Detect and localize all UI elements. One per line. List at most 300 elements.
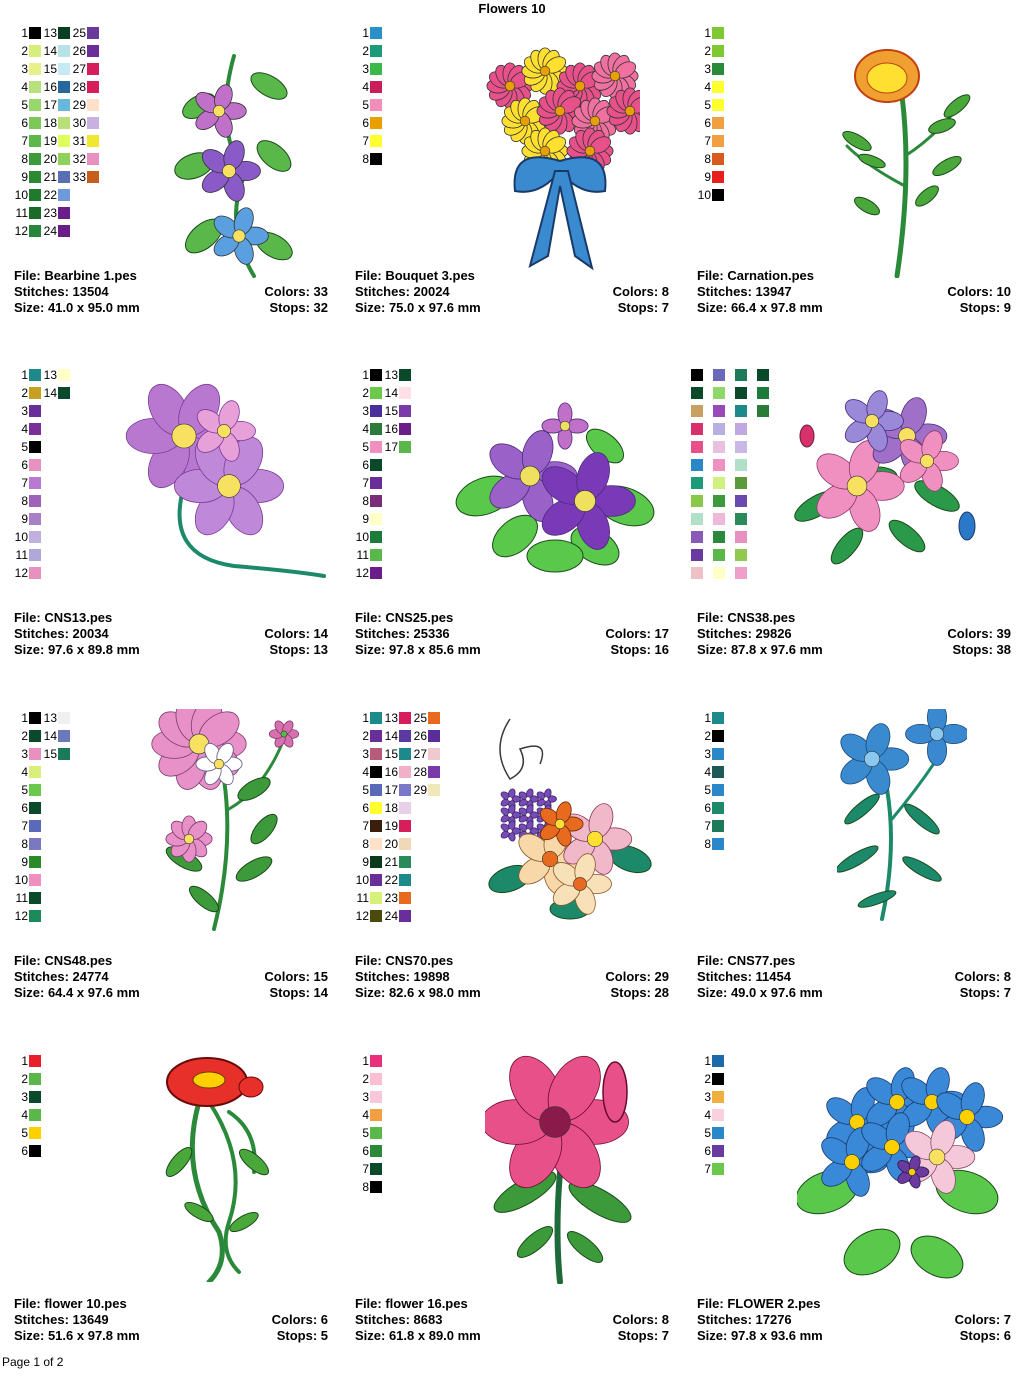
swatch-number: 21 <box>43 170 57 184</box>
color-swatch-row <box>691 402 703 420</box>
color-swatch <box>29 225 41 237</box>
color-swatch-row <box>691 456 703 474</box>
color-swatch <box>29 153 41 165</box>
color-swatch <box>29 189 41 201</box>
swatch-number: 3 <box>21 1090 28 1104</box>
color-swatch-row <box>43 150 70 168</box>
color-swatch <box>691 423 703 435</box>
swatch-number: 3 <box>704 1090 711 1104</box>
embroidery-preview <box>485 1052 650 1284</box>
swatch-number: 12 <box>355 909 369 923</box>
color-swatch-row <box>355 853 382 871</box>
color-swatch-row <box>72 132 99 150</box>
swatch-number: 5 <box>362 1126 369 1140</box>
swatch-number: 28 <box>72 80 86 94</box>
color-swatch-row <box>355 438 382 456</box>
color-swatch <box>713 567 725 579</box>
color-swatch <box>370 135 382 147</box>
stop-count: Stops: 7 <box>617 1328 669 1343</box>
color-swatch-row <box>697 1124 724 1142</box>
color-swatch-row <box>43 168 70 186</box>
leaf-shape <box>836 1220 908 1285</box>
color-swatch <box>370 45 382 57</box>
color-swatch <box>29 892 41 904</box>
color-swatch-row <box>14 763 41 781</box>
color-swatch-row <box>697 1088 724 1106</box>
swatch-number: 4 <box>21 422 28 436</box>
color-swatch-row <box>14 42 41 60</box>
color-swatch <box>399 712 411 724</box>
info-row <box>14 985 328 1001</box>
swatch-number: 15 <box>43 747 57 761</box>
design-info <box>697 953 1011 1001</box>
color-swatch-row <box>14 366 41 384</box>
swatch-number: 12 <box>355 566 369 580</box>
color-swatch <box>399 405 411 417</box>
palette-column <box>43 709 70 763</box>
info-row <box>697 642 1011 658</box>
color-swatch-row <box>697 168 724 186</box>
color-swatch <box>370 81 382 93</box>
swatch-number: 25 <box>413 711 427 725</box>
color-swatch <box>58 153 70 165</box>
color-swatch <box>370 730 382 742</box>
color-swatch-row <box>355 456 382 474</box>
color-swatch-row <box>697 745 724 763</box>
swatch-number: 2 <box>362 1072 369 1086</box>
color-swatch-row <box>14 835 41 853</box>
info-row <box>697 610 1011 626</box>
design-card <box>14 709 344 1047</box>
color-swatch-row <box>697 24 724 42</box>
color-swatch-row <box>355 1070 382 1088</box>
swatch-number: 32 <box>72 152 86 166</box>
design-card <box>355 366 685 704</box>
color-swatch <box>691 405 703 417</box>
color-swatch-row <box>384 781 411 799</box>
swatch-number: 9 <box>362 855 369 869</box>
swatch-number: 14 <box>43 729 57 743</box>
swatch-number: 6 <box>21 116 28 130</box>
color-swatch <box>735 423 747 435</box>
file-name: File: flower 16.pes <box>355 1296 468 1311</box>
color-swatch-row <box>43 42 70 60</box>
swatch-number: 29 <box>72 98 86 112</box>
color-swatch <box>712 153 724 165</box>
swatch-number: 16 <box>384 765 398 779</box>
info-row <box>355 1312 669 1328</box>
swatch-number: 11 <box>356 891 369 905</box>
swatch-number: 13 <box>384 368 398 382</box>
stitch-count: Stitches: 24774 <box>14 969 109 984</box>
swatch-number: 4 <box>21 765 28 779</box>
swatch-number: 3 <box>704 62 711 76</box>
color-swatch <box>87 99 99 111</box>
color-swatch-row <box>43 366 70 384</box>
color-swatch <box>712 730 724 742</box>
stop-count: Stops: 9 <box>959 300 1011 315</box>
stop-count: Stops: 16 <box>610 642 669 657</box>
swatch-number: 6 <box>362 801 369 815</box>
palette-column <box>735 366 747 582</box>
color-swatch <box>712 189 724 201</box>
bellflower-blossom <box>906 709 968 766</box>
color-swatch-row <box>14 546 41 564</box>
embroidery-preview <box>455 386 670 596</box>
swatch-number: 4 <box>362 80 369 94</box>
palette-column <box>14 366 41 582</box>
leaf-shape <box>840 128 874 154</box>
color-swatch-row <box>697 1160 724 1178</box>
color-swatch <box>712 1145 724 1157</box>
design-size: Size: 51.6 x 97.8 mm <box>14 1328 140 1343</box>
color-swatch <box>712 81 724 93</box>
leaf-shape <box>234 773 273 805</box>
color-swatch-row <box>713 492 725 510</box>
swatch-number: 4 <box>21 80 28 94</box>
color-swatch <box>58 171 70 183</box>
design-size: Size: 41.0 x 95.0 mm <box>14 300 140 315</box>
color-swatch <box>58 189 70 201</box>
color-swatch-row <box>697 96 724 114</box>
swatch-number: 7 <box>362 134 369 148</box>
info-row <box>355 642 669 658</box>
color-swatch-row <box>355 564 382 582</box>
color-swatch-row <box>355 132 382 150</box>
embroidery-preview <box>144 709 299 939</box>
swatch-number: 1 <box>362 1054 369 1068</box>
color-swatch <box>58 117 70 129</box>
design-size: Size: 49.0 x 97.6 mm <box>697 985 823 1000</box>
swatch-number: 17 <box>43 98 57 112</box>
design-info <box>697 1296 1011 1344</box>
design-info <box>355 268 669 316</box>
color-swatch-row <box>757 384 769 402</box>
color-swatch-row <box>355 1160 382 1178</box>
palette-column <box>697 24 724 204</box>
file-name: File: flower 10.pes <box>14 1296 127 1311</box>
color-swatch-row <box>355 528 382 546</box>
swatch-number: 1 <box>704 711 711 725</box>
color-count: Colors: 8 <box>954 969 1011 984</box>
swatch-number: 5 <box>362 98 369 112</box>
design-size: Size: 64.4 x 97.6 mm <box>14 985 140 1000</box>
palette-column <box>413 709 440 799</box>
color-swatch <box>370 441 382 453</box>
embroidery-preview <box>174 46 294 278</box>
color-swatch <box>712 1163 724 1175</box>
leaf-shape <box>186 882 223 916</box>
swatch-number: 6 <box>362 116 369 130</box>
swatch-number: 7 <box>21 476 28 490</box>
color-swatch-row <box>697 835 724 853</box>
color-swatch <box>370 369 382 381</box>
swatch-number: 7 <box>362 819 369 833</box>
color-swatch <box>370 1091 382 1103</box>
color-count: Colors: 14 <box>264 626 328 641</box>
color-swatch <box>29 567 41 579</box>
color-swatch-row <box>355 871 382 889</box>
color-swatch <box>370 153 382 165</box>
color-swatch-row <box>757 402 769 420</box>
color-swatch-row <box>713 384 725 402</box>
swatch-number: 8 <box>21 837 28 851</box>
color-swatch-row <box>697 763 724 781</box>
swatch-number: 1 <box>362 368 369 382</box>
swatch-number: 22 <box>384 873 398 887</box>
palette-column <box>355 709 382 925</box>
color-swatch <box>370 856 382 868</box>
palette-column <box>355 366 382 582</box>
color-swatch <box>370 838 382 850</box>
leaf-shape <box>246 810 281 848</box>
leaf-shape <box>901 800 942 837</box>
color-swatch <box>712 45 724 57</box>
color-swatch-row <box>697 799 724 817</box>
swatch-number: 4 <box>362 765 369 779</box>
color-swatch-row <box>43 384 70 402</box>
color-swatch <box>29 459 41 471</box>
design-info <box>697 610 1011 658</box>
color-swatch-row <box>355 889 382 907</box>
file-name: File: CNS38.pes <box>697 610 796 625</box>
swatch-number: 4 <box>362 422 369 436</box>
leaf-shape <box>852 194 882 218</box>
color-swatch-row <box>713 366 725 384</box>
color-swatch <box>29 1109 41 1121</box>
color-swatch-row <box>355 402 382 420</box>
color-swatch-row <box>355 709 382 727</box>
color-swatch-row <box>355 781 382 799</box>
color-swatch <box>29 802 41 814</box>
design-size: Size: 61.8 x 89.0 mm <box>355 1328 481 1343</box>
swatch-number: 16 <box>43 80 57 94</box>
swatch-number: 5 <box>21 1126 28 1140</box>
color-swatch-row <box>413 763 440 781</box>
color-swatch <box>712 27 724 39</box>
design-card <box>14 1052 344 1390</box>
color-swatch-row <box>384 853 411 871</box>
color-swatch <box>713 549 725 561</box>
info-row <box>697 268 1011 284</box>
swatch-number: 11 <box>15 891 28 905</box>
color-swatch <box>370 495 382 507</box>
swatch-number: 2 <box>704 729 711 743</box>
color-swatch-row <box>384 402 411 420</box>
color-swatch-row <box>14 745 41 763</box>
color-swatch-row <box>14 150 41 168</box>
color-swatch <box>399 874 411 886</box>
embroidery-preview <box>827 46 997 278</box>
bell-bud <box>959 512 975 540</box>
info-row <box>14 300 328 316</box>
color-swatch <box>87 27 99 39</box>
color-swatch <box>58 99 70 111</box>
design-card <box>14 366 344 704</box>
leaf-shape <box>513 1222 557 1263</box>
color-swatch <box>29 45 41 57</box>
color-swatch-row <box>43 132 70 150</box>
swatch-number: 6 <box>362 458 369 472</box>
color-swatch-row <box>355 366 382 384</box>
swatch-number: 2 <box>21 386 28 400</box>
swatch-number: 1 <box>704 1054 711 1068</box>
leaf-shape <box>527 540 583 572</box>
color-swatch-row <box>355 492 382 510</box>
cosmos-blossom <box>166 816 212 862</box>
color-swatch-row <box>413 745 440 763</box>
swatch-number: 6 <box>21 801 28 815</box>
color-swatch <box>58 207 70 219</box>
stop-count: Stops: 32 <box>269 300 328 315</box>
color-swatch <box>370 531 382 543</box>
color-swatch <box>29 531 41 543</box>
design-size: Size: 97.8 x 85.6 mm <box>355 642 481 657</box>
color-swatch <box>735 513 747 525</box>
swatch-number: 4 <box>704 1108 711 1122</box>
swatch-number: 5 <box>21 440 28 454</box>
swatch-number: 2 <box>21 729 28 743</box>
color-swatch-row <box>43 78 70 96</box>
color-swatch <box>58 27 70 39</box>
color-swatch <box>58 712 70 724</box>
color-swatch-row <box>355 799 382 817</box>
design-card <box>697 1052 1024 1390</box>
design-size: Size: 97.6 x 89.8 mm <box>14 642 140 657</box>
color-swatch <box>712 802 724 814</box>
leaf-shape <box>837 842 881 876</box>
info-row <box>14 969 328 985</box>
swatch-number: 3 <box>21 404 28 418</box>
swatch-number: 7 <box>362 476 369 490</box>
swatch-number: 33 <box>72 170 86 184</box>
color-swatch-row <box>697 78 724 96</box>
color-swatch <box>370 802 382 814</box>
design-size: Size: 97.8 x 93.6 mm <box>697 1328 823 1343</box>
color-swatch-row <box>72 114 99 132</box>
color-swatch <box>691 567 703 579</box>
design-card <box>355 1052 685 1390</box>
color-swatch-row <box>14 799 41 817</box>
color-swatch-row <box>14 402 41 420</box>
color-swatch-row <box>14 1106 41 1124</box>
color-swatch <box>29 441 41 453</box>
berry-bud <box>800 425 814 447</box>
palette-column <box>713 366 725 582</box>
color-swatch-row <box>413 709 440 727</box>
color-swatch-row <box>14 1070 41 1088</box>
file-name: File: Carnation.pes <box>697 268 815 283</box>
info-row <box>14 268 328 284</box>
color-swatch-row <box>355 1142 382 1160</box>
color-swatch-row <box>384 384 411 402</box>
swatch-number: 5 <box>21 98 28 112</box>
color-swatch <box>712 1127 724 1139</box>
info-row <box>14 642 328 658</box>
design-card <box>697 366 1024 704</box>
info-row <box>697 284 1011 300</box>
stitch-count: Stitches: 25336 <box>355 626 450 641</box>
color-swatch-row <box>713 456 725 474</box>
color-swatch <box>58 748 70 760</box>
info-row <box>355 1296 669 1312</box>
stop-count: Stops: 6 <box>959 1328 1011 1343</box>
color-swatch-row <box>355 384 382 402</box>
swatch-number: 9 <box>21 855 28 869</box>
color-swatch <box>399 784 411 796</box>
color-swatch <box>29 874 41 886</box>
color-swatch <box>691 459 703 471</box>
color-swatch <box>713 441 725 453</box>
color-swatch-row <box>697 60 724 78</box>
leaf-shape <box>841 790 882 827</box>
color-swatch <box>29 477 41 489</box>
color-swatch-row <box>735 474 747 492</box>
color-count: Colors: 15 <box>264 969 328 984</box>
color-swatch-row <box>43 727 70 745</box>
color-swatch-row <box>735 528 747 546</box>
color-swatch-row <box>14 709 41 727</box>
stop-count: Stops: 38 <box>952 642 1011 657</box>
stitch-count: Stitches: 8683 <box>355 1312 443 1327</box>
info-row <box>14 626 328 642</box>
swatch-number: 14 <box>384 729 398 743</box>
info-row <box>355 1328 669 1344</box>
swatch-number: 20 <box>43 152 57 166</box>
info-row <box>697 1328 1011 1344</box>
color-swatch <box>58 45 70 57</box>
swatch-number: 31 <box>72 134 86 148</box>
color-swatch <box>370 27 382 39</box>
info-row <box>14 953 328 969</box>
file-name: File: Bouquet 3.pes <box>355 268 475 283</box>
color-swatch-row <box>697 727 724 745</box>
info-row <box>697 626 1011 642</box>
color-count: Colors: 10 <box>947 284 1011 299</box>
color-swatch-row <box>14 24 41 42</box>
color-swatch-row <box>713 528 725 546</box>
color-swatch-row <box>72 150 99 168</box>
stop-count: Stops: 14 <box>269 985 328 1000</box>
color-count: Colors: 7 <box>954 1312 1011 1327</box>
leaf-shape <box>900 853 944 885</box>
color-swatch-row <box>355 96 382 114</box>
color-swatch-row <box>691 492 703 510</box>
swatch-number: 29 <box>413 783 427 797</box>
color-swatch-row <box>384 835 411 853</box>
color-swatch <box>370 63 382 75</box>
color-swatch <box>712 784 724 796</box>
color-swatch <box>87 171 99 183</box>
color-swatch <box>735 495 747 507</box>
color-swatch-row <box>691 474 703 492</box>
color-swatch <box>735 531 747 543</box>
file-name: File: CNS48.pes <box>14 953 113 968</box>
color-swatch <box>399 441 411 453</box>
color-swatch <box>712 1073 724 1085</box>
info-row <box>14 284 328 300</box>
color-swatch-row <box>355 835 382 853</box>
embroidery-preview <box>114 376 334 586</box>
swatch-number: 1 <box>21 1054 28 1068</box>
color-swatch-row <box>691 546 703 564</box>
color-swatch-row <box>384 727 411 745</box>
swatch-number: 26 <box>72 44 86 58</box>
lily-bud <box>603 1062 627 1122</box>
stop-count: Stops: 13 <box>269 642 328 657</box>
swatch-number: 13 <box>43 711 57 725</box>
design-card <box>14 24 344 362</box>
